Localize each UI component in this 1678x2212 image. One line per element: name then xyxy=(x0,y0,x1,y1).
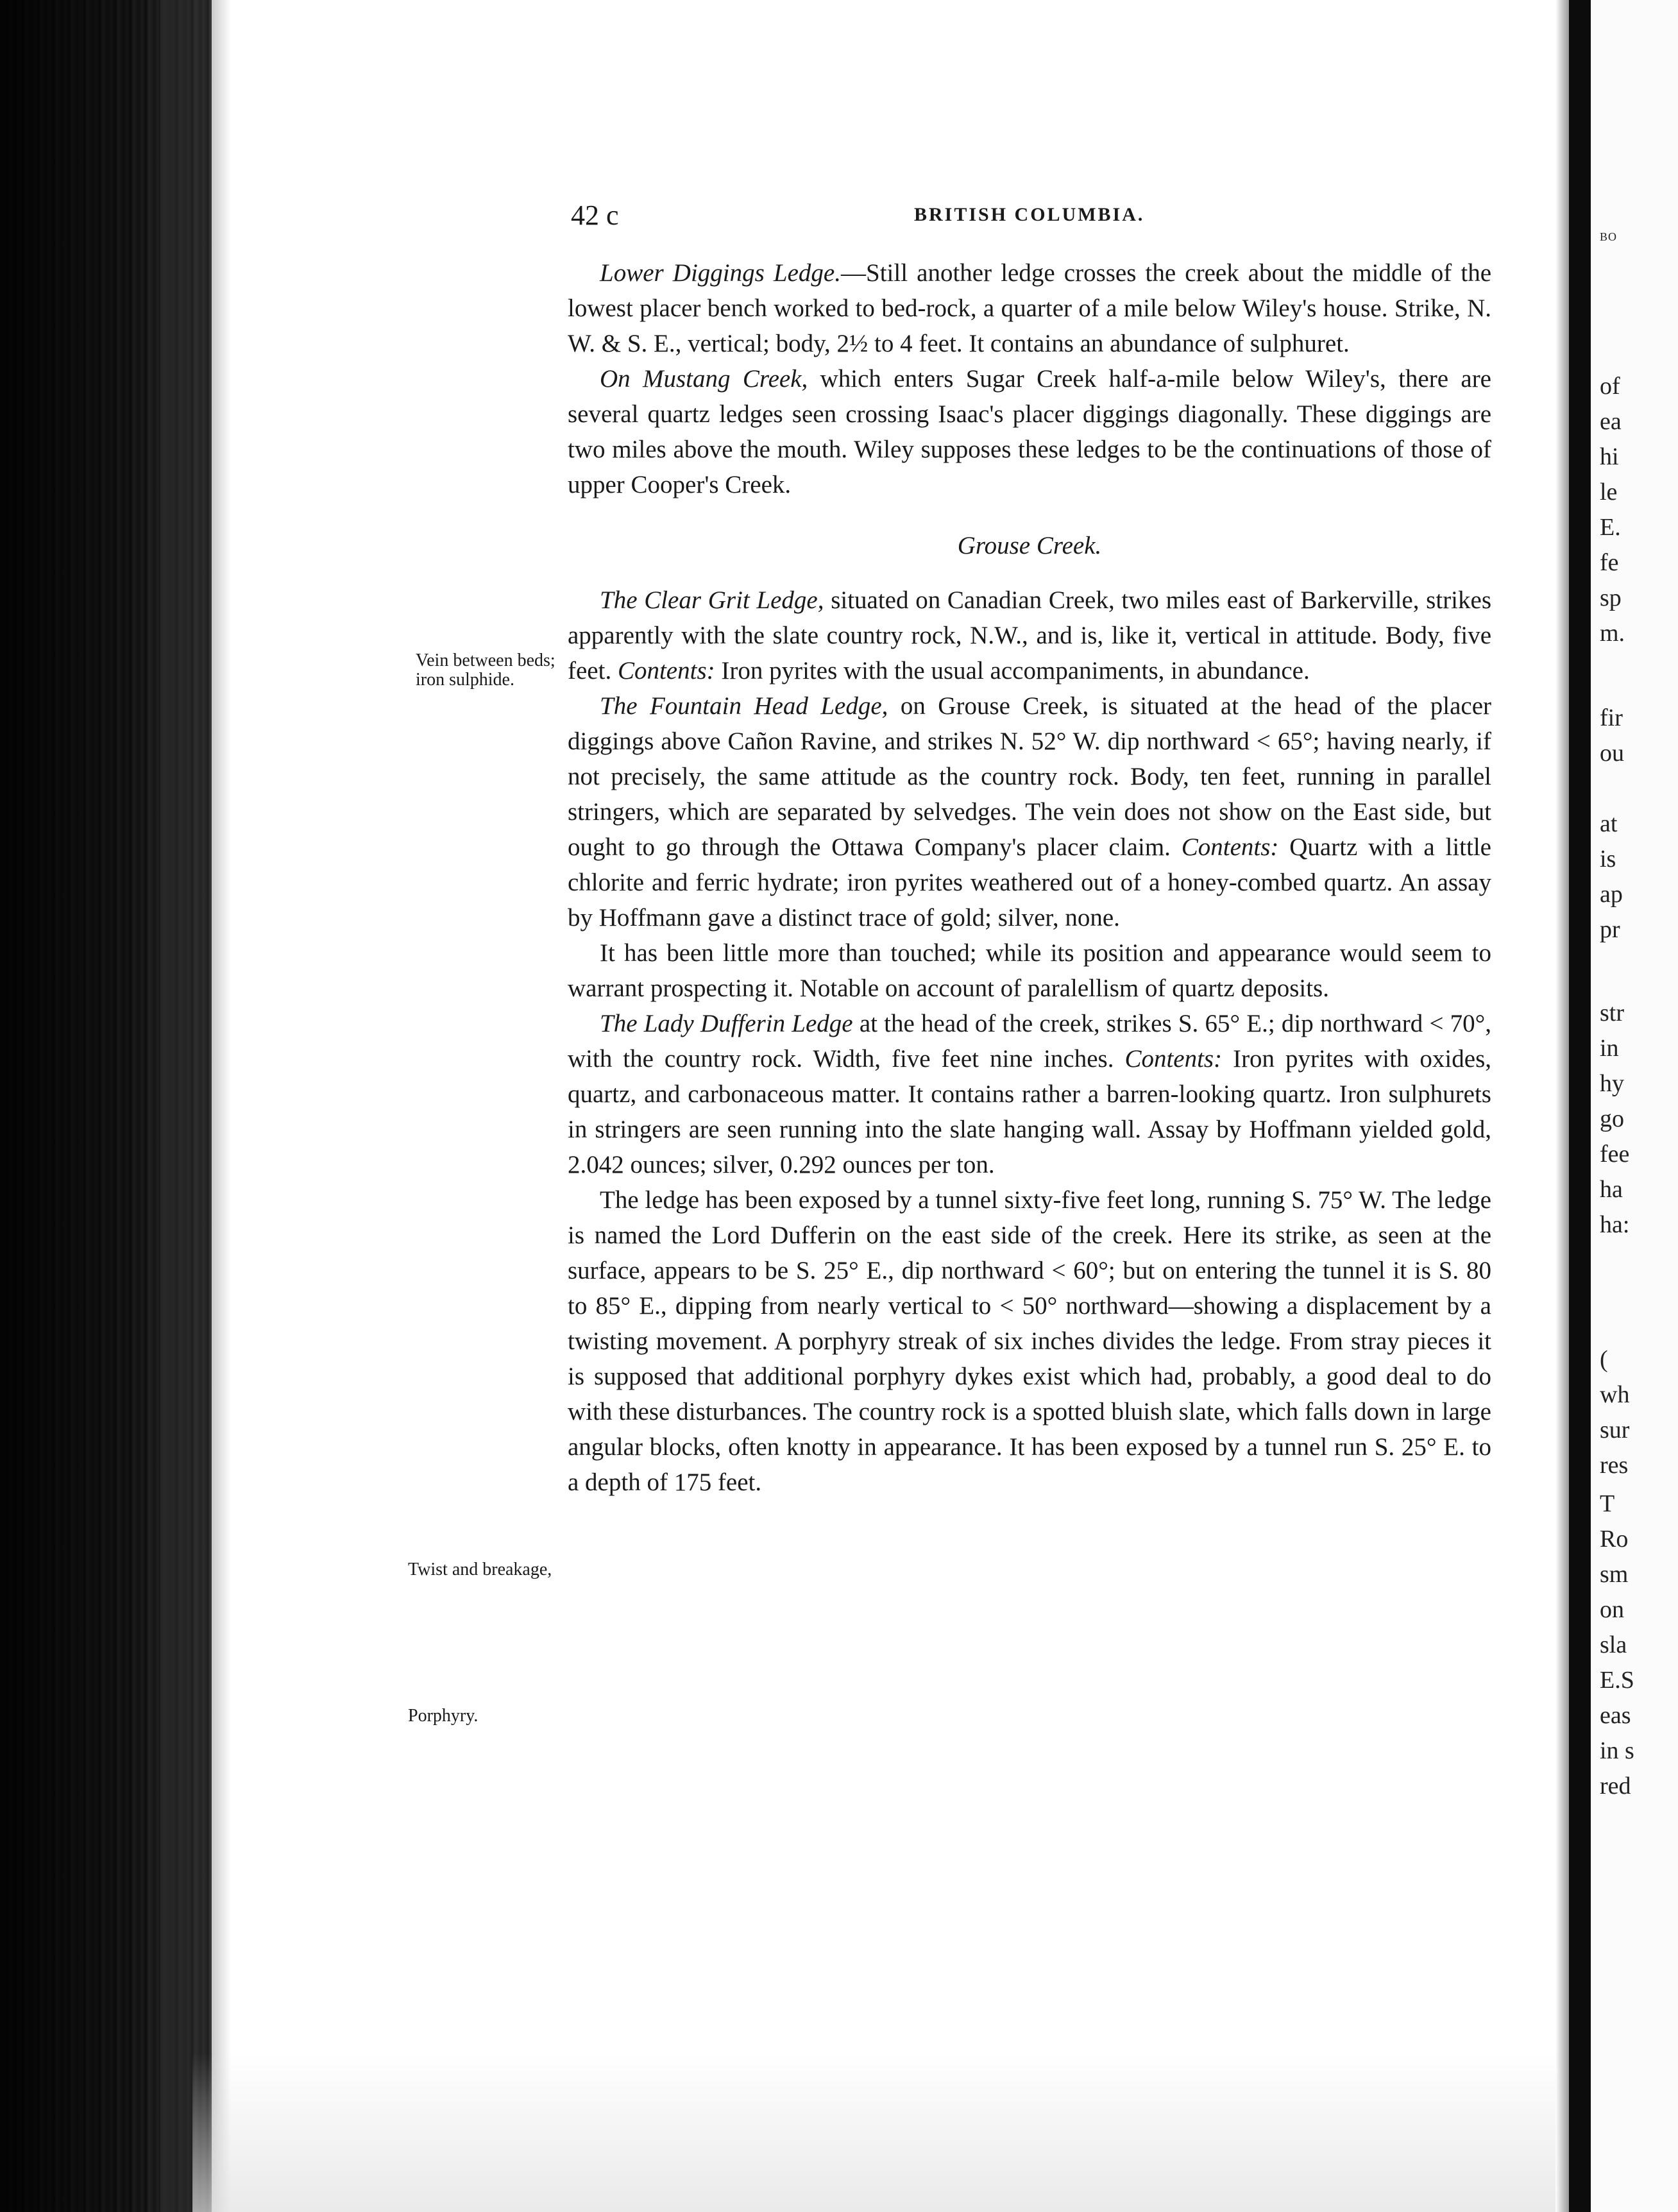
facing-fragment: ou xyxy=(1600,740,1624,767)
margin-note-twist: Twist and breakage, xyxy=(408,1560,552,1579)
facing-fragment: red xyxy=(1600,1773,1631,1799)
facing-fragment: on xyxy=(1600,1596,1624,1623)
facing-fragment: fir xyxy=(1600,704,1623,731)
facing-fragment: m. xyxy=(1600,620,1625,647)
facing-fragment: ea xyxy=(1600,408,1622,435)
facing-fragment: sla xyxy=(1600,1631,1627,1658)
paragraph-mustang-creek xyxy=(568,361,1491,502)
facing-fragment: sur xyxy=(1600,1417,1630,1443)
margin-note-vein: Vein between beds; iron sulphide. xyxy=(416,651,555,690)
facing-fragment: E. xyxy=(1600,514,1621,541)
paragraph-text: Iron pyrites with oxides, quartz, and carbonaceous matter. It contains rather a barren-looking quartz. Iron sulphurets in stringers are seen running into the slate hanging wall. Assay by Hoffmann yielded gold, 2.042 ounces; silver, 0.292 ounces per ton. xyxy=(568,1045,1492,1178)
facing-fragment: go xyxy=(1600,1105,1624,1132)
paragraph-fountain-head xyxy=(568,688,1491,935)
running-head xyxy=(571,199,1495,237)
facing-fragment: at xyxy=(1600,810,1618,837)
running-title: BRITISH COLUMBIA. xyxy=(914,204,1145,225)
facing-fragment: is xyxy=(1600,846,1616,872)
margin-note-porphyry: Porphyry. xyxy=(408,1706,479,1726)
facing-fragment: sm xyxy=(1600,1561,1629,1588)
page-number: 42 c xyxy=(571,200,619,231)
facing-fragment: hi xyxy=(1600,443,1619,470)
facing-fragment: of xyxy=(1600,373,1620,400)
body-text xyxy=(568,255,1491,1500)
ledge-name: The Clear Grit Ledge, xyxy=(600,586,824,614)
paragraph-text: Iron pyrites with the usual accompaniments, in abundance. xyxy=(715,657,1310,685)
ledge-name: Lower Diggings Ledge. xyxy=(600,259,841,287)
contents-label: Contents: xyxy=(1124,1045,1223,1073)
facing-fragment: Ro xyxy=(1600,1526,1629,1553)
facing-fragment: ha: xyxy=(1600,1211,1630,1238)
facing-fragment: fe xyxy=(1600,549,1619,576)
contents-label: Contents: xyxy=(617,657,715,685)
book-gutter xyxy=(1569,0,1591,2212)
facing-fragment: E.S xyxy=(1600,1667,1634,1694)
page-edge-shadow xyxy=(160,0,231,2212)
facing-fragment: le xyxy=(1600,479,1618,506)
contents-label: Contents: xyxy=(1181,833,1279,861)
facing-fragment: in xyxy=(1600,1035,1619,1062)
facing-fragment: in s xyxy=(1600,1737,1634,1764)
paragraph-clear-grit xyxy=(568,583,1491,688)
ledge-name: The Fountain Head Ledge, xyxy=(600,692,888,720)
paragraph-text: Quartz with a little chlorite and ferric hydrate; iron pyrites weathered out of a honey-combed quartz. An assay by Hoffmann gave a distinct trace of gold; silver, none. xyxy=(568,833,1491,932)
facing-fragment: ap xyxy=(1600,881,1623,908)
facing-fragment: sp xyxy=(1600,584,1622,611)
facing-fragment: ( xyxy=(1600,1346,1608,1373)
facing-page xyxy=(1591,0,1678,2212)
facing-fragment: pr xyxy=(1600,916,1620,943)
paragraph-text: at the head of the creek, strikes S. 65° E.; dip northward < 70°, with the country rock. Width, five feet nine inches. xyxy=(568,1010,1491,1073)
section-heading: Grouse Creek. xyxy=(957,532,1102,559)
creek-name: On Mustang Creek, xyxy=(600,365,808,393)
facing-fragment: wh xyxy=(1600,1381,1630,1408)
facing-fragment: BO xyxy=(1600,230,1618,243)
paragraph-lower-diggings xyxy=(568,255,1491,361)
facing-fragment: ha xyxy=(1600,1176,1623,1203)
paragraph-text: situated on Canadian Creek, two miles east of Barkerville, strikes apparently with the slate country rock, N.W., and is, like it, vertical in attitude. Body, five feet. xyxy=(568,586,1491,685)
paragraph-text: on Grouse Creek, is situated at the head of the placer diggings above Cañon Ravine, and strikes N. 52° W. dip northward < 65°; having nearly, if not precisely, the same attitude as the country rock. Body, ten feet, running in parallel stringers, which are separated by selvedges. The vein does not show on the East side, but ought to go through the Ottawa Company's placer claim. xyxy=(568,692,1491,861)
facing-fragment: T xyxy=(1600,1490,1615,1517)
page-bottom-shadow xyxy=(192,2053,1578,2212)
paragraph-prospecting: It has been little more than touched; while its position and appearance would seem to warrant prospecting it. Notable on account of paralellism of quartz deposits. xyxy=(568,939,1491,1002)
facing-fragment: hy xyxy=(1600,1070,1624,1097)
paragraph-tunnel: The ledge has been exposed by a tunnel sixty-five feet long, running S. 75° W. The ledge is named the Lord Dufferin on the east side of the creek. Here its strike, as seen at the surface, appears to be S. 25° E., dip northward < 60°; but on entering the tunnel it is S. 80 to 85° E., dipping from nearly vertical to < 50° northward—showing a displacement by a twisting movement. A porphyry streak of six inches divides the ledge. From stray pieces it is supposed that additional porphyry dykes exist which had, probably, a good deal to do with these disturbances. The country rock is a spotted bluish slate, which falls down in large angular blocks, often knotty in appearance. It has been exposed by a tunnel run S. 25° E. to a depth of 175 feet. xyxy=(568,1186,1491,1496)
facing-fragment: eas xyxy=(1600,1702,1631,1729)
facing-fragment: res xyxy=(1600,1452,1629,1479)
facing-fragment: fee xyxy=(1600,1141,1630,1168)
paragraph-lady-dufferin xyxy=(568,1006,1491,1182)
ledge-name: The Lady Dufferin Ledge xyxy=(600,1010,853,1037)
paragraph-text: which enters Sugar Creek half-a-mile below Wiley's, there are several quartz ledges seen crossing Isaac's placer diggings diagonally. These diggings are two miles above the mouth. Wiley supposes these ledges to be the continuations of those of upper Cooper's Creek. xyxy=(568,365,1491,498)
paragraph-text: —Still another ledge crosses the creek about the middle of the lowest placer bench worked to bed-rock, a quarter of a mile below Wiley's house. Strike, N. W. & S. E., vertical; body, 2½ to 4 feet. It contains an abundance of sulphuret. xyxy=(568,259,1492,357)
facing-fragment: str xyxy=(1600,1000,1624,1026)
